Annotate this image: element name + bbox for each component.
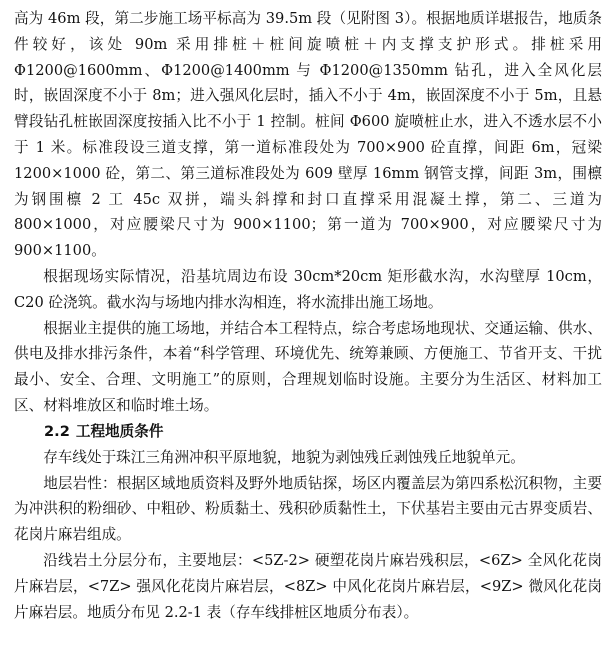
paragraph-site-layout: 根据业主提供的施工场地，并结合本工程特点，综合考虑场地现状、交通运输、供水、供电及排水排污条件，本着“科学管理、环境优先、统筹兼顾、方便施工、节省开支、干扰最小、安全、合理、文明施工”的原则，合理规划临时设施。主要分为生活区、材料加工区、材料堆放区和临时堆土场。 [14,319,602,414]
section-title: 工程地质条件 [75,422,164,440]
paragraph-support-design: 高为 46m 段，第二步施工场平标高为 39.5m 段（见附图 3）。根据地质详堪报告，地质条件较好，该处 90m 采用排桩＋桩间旋喷桩＋内支撑支护形式。排桩采用 Φ1200@1600mm、Φ1200@1400mm 与 Φ1200@1350mm 钻孔，进入全风化层时，嵌固深度不小于 8m；进入强风化层时，插入不小于 4m，嵌固深度不小于 5m，且悬臂段钻孔桩嵌固深度按插入比不小于 1 控制。桩间 Φ600 旋喷桩止水，进入不透水层不小于 1 米。标准段设三道支撑，第一道标准段处为 700×900 砼直撑，间距 6m，冠梁 1200×1000 砼，第二、第三道标准段处为 609 壁厚 16mm 钢管支撑，间距 3m，围檩为钢围檩 2 工 45c 双拼，端头斜撑和封口直撑采用混凝土撑，第二、三道为 800×1000，对应腰梁尺寸为 900×1100；第一道为 700×900，对应腰梁尺寸为 900×1100。 [14,10,602,260]
section-number: 2.2 [44,422,70,440]
paragraph-strata: 沿线岩土分层分布，主要地层：<5Z-2> 硬塑花岗片麻岩残积层，<6Z> 全风化花岗片麻岩层，<7Z> 强风化花岗片麻岩层，<8Z> 中风化花岗片麻岩层，<9Z> 微风化花岗片麻岩层。地质分布见 2.2-1 表（存车线排桩区地质分布表）。 [14,551,602,621]
document-page [14,6,602,625]
paragraph-drainage: 根据现场实际情况，沿基坑周边布设 30cm*20cm 矩形截水沟，水沟壁厚 10cm，C20 砼浇筑。截水沟与场地内排水沟相连，将水流排出施工场地。 [14,267,602,311]
paragraph-lithology: 地层岩性：根据区域地质资料及野外地质钻探，场区内覆盖层为第四系松沉积物，主要为冲洪积的粉细砂、中粗砂、粉质黏土、残积砂质黏性土，下伏基岩主要由元古界变质岩、花岗片麻岩组成。 [14,474,602,544]
section-heading [14,419,602,445]
paragraph-landform: 存车线处于珠江三角洲冲积平原地貌，地貌为剥蚀残丘剥蚀残丘地貌单元。 [43,448,525,466]
